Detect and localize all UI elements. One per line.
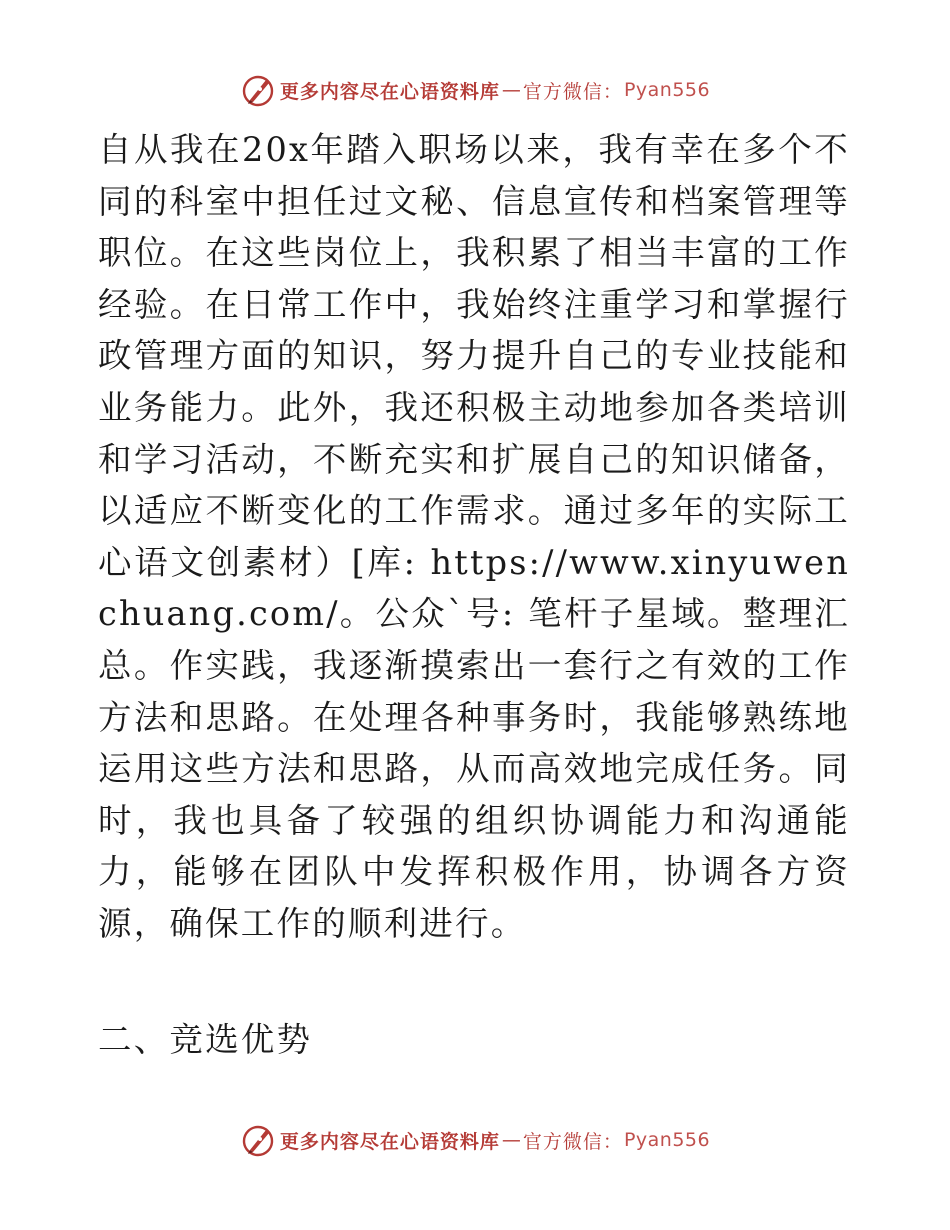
body-paragraph: 自从我在20x年踏入职场以来，我有幸在多个不同的科室中担任过文秘、信息宣传和档案管理等职位。在这些岗位上，我积累了相当丰富的工作经验。在日常工作中，我始终注重学习和掌握行政管理方面的知识，努力提升自己的专业技能和业务能力。此外，我还积极主动地参加各类培训和学习活动，不断充实和扩展自己的知识储备，以适应不断变化的工作需求。通过多年的实际工心语文创素材）[库: https://www.xinyuwenchuang.com/。公众`号: 笔杆子星域。整理汇总。作实践，我逐渐摸索出一套行之有效的工作方法和思路。在处理各种事务时，我能够熟练地运用这些方法和思路，从而高效地完成任务。同时，我也具备了较强的组织协调能力和沟通能力，能够在团队中发挥积极作用，协调各方资源，确保工作的顺利进行。 [98,130,850,943]
footer-watermark-banner [0,1120,950,1160]
header-watermark-banner [0,70,950,110]
section-heading: 二、竞选优势 [98,1020,313,1059]
quill-pen-logo-icon [240,72,276,108]
banner-wechat-label: 官方微信 [522,80,603,103]
banner-separator: — [501,79,521,101]
banner-wechat-id: Pyan556 [623,1129,711,1151]
quill-pen-logo-icon [240,1122,276,1158]
banner-colon: ： [602,80,622,103]
banner-wechat-id: Pyan556 [623,79,711,101]
banner-wechat-label: 官方微信 [522,1130,603,1153]
banner-lead-text: 更多内容尽在心语资料库 [279,1130,500,1153]
banner-separator: — [501,1129,521,1151]
banner-colon: ： [602,1130,622,1153]
banner-lead-text: 更多内容尽在心语资料库 [279,80,500,103]
